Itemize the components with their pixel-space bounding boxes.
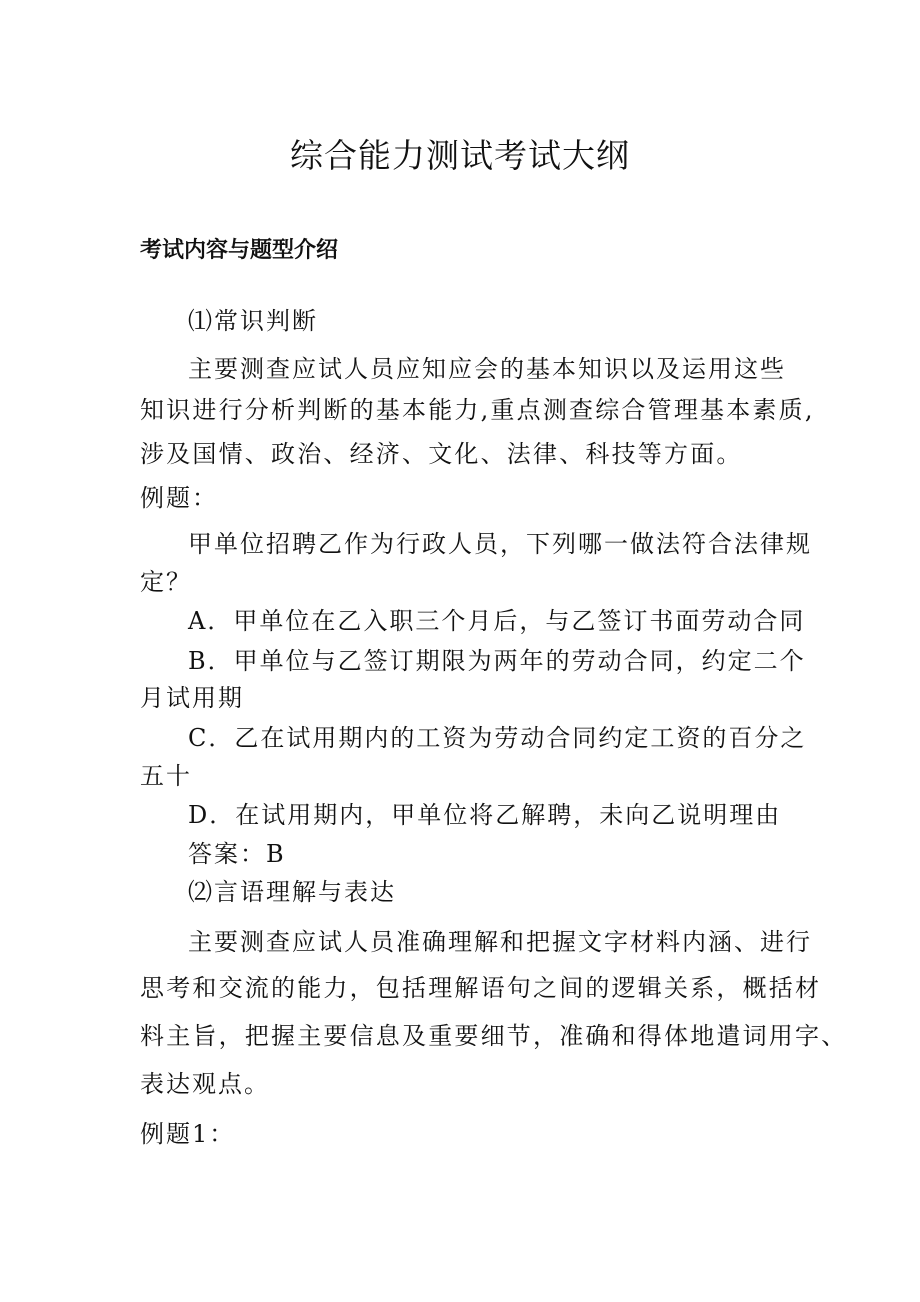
part1-heading: ⑴常识判断 (188, 307, 318, 335)
document-title: 综合能力测试考试大纲 (290, 136, 630, 175)
option-d: D．在试用期内，甲单位将乙解聘，未向乙说明理由 (188, 801, 782, 829)
option-a: A．甲单位在乙入职三个月后，与乙签订书面劳动合同 (188, 607, 806, 635)
part1-description-line: 涉及国情、政治、经济、文化、法律、科技等方面。 (140, 440, 743, 468)
part1-description-line: 知识进行分析判断的基本能力,重点测查综合管理基本素质, (140, 396, 815, 424)
part2-description-line: 主要测查应试人员准确理解和把握文字材料内涵、进行 (188, 928, 812, 956)
section-heading: 考试内容与题型介绍 (140, 238, 339, 263)
part2-example-label: 例题1： (140, 1120, 236, 1148)
option-b-line: 月试用期 (140, 684, 244, 712)
part2-description-line: 思考和交流的能力，包括理解语句之间的逻辑关系，概括材 (140, 974, 822, 1002)
part1-example-label: 例题： (140, 484, 218, 512)
question-line: 甲单位招聘乙作为行政人员，下列哪一做法符合法律规 (188, 530, 812, 558)
answer: 答案：B (188, 840, 286, 868)
option-c-line: C．乙在试用期内的工资为劳动合同约定工资的百分之 (188, 724, 807, 752)
part1-description-line: 主要测查应试人员应知应会的基本知识以及运用这些 (188, 355, 786, 383)
part2-description-line: 表达观点。 (140, 1070, 270, 1098)
option-c-line: 五十 (140, 762, 192, 790)
question-line: 定？ (140, 568, 192, 596)
option-b-line: B．甲单位与乙签订期限为两年的劳动合同，约定二个 (188, 647, 806, 675)
part2-heading: ⑵言语理解与表达 (188, 878, 396, 906)
part2-description-line: 料主旨，把握主要信息及重要细节，准确和得体地遣词用字、 (140, 1022, 848, 1050)
